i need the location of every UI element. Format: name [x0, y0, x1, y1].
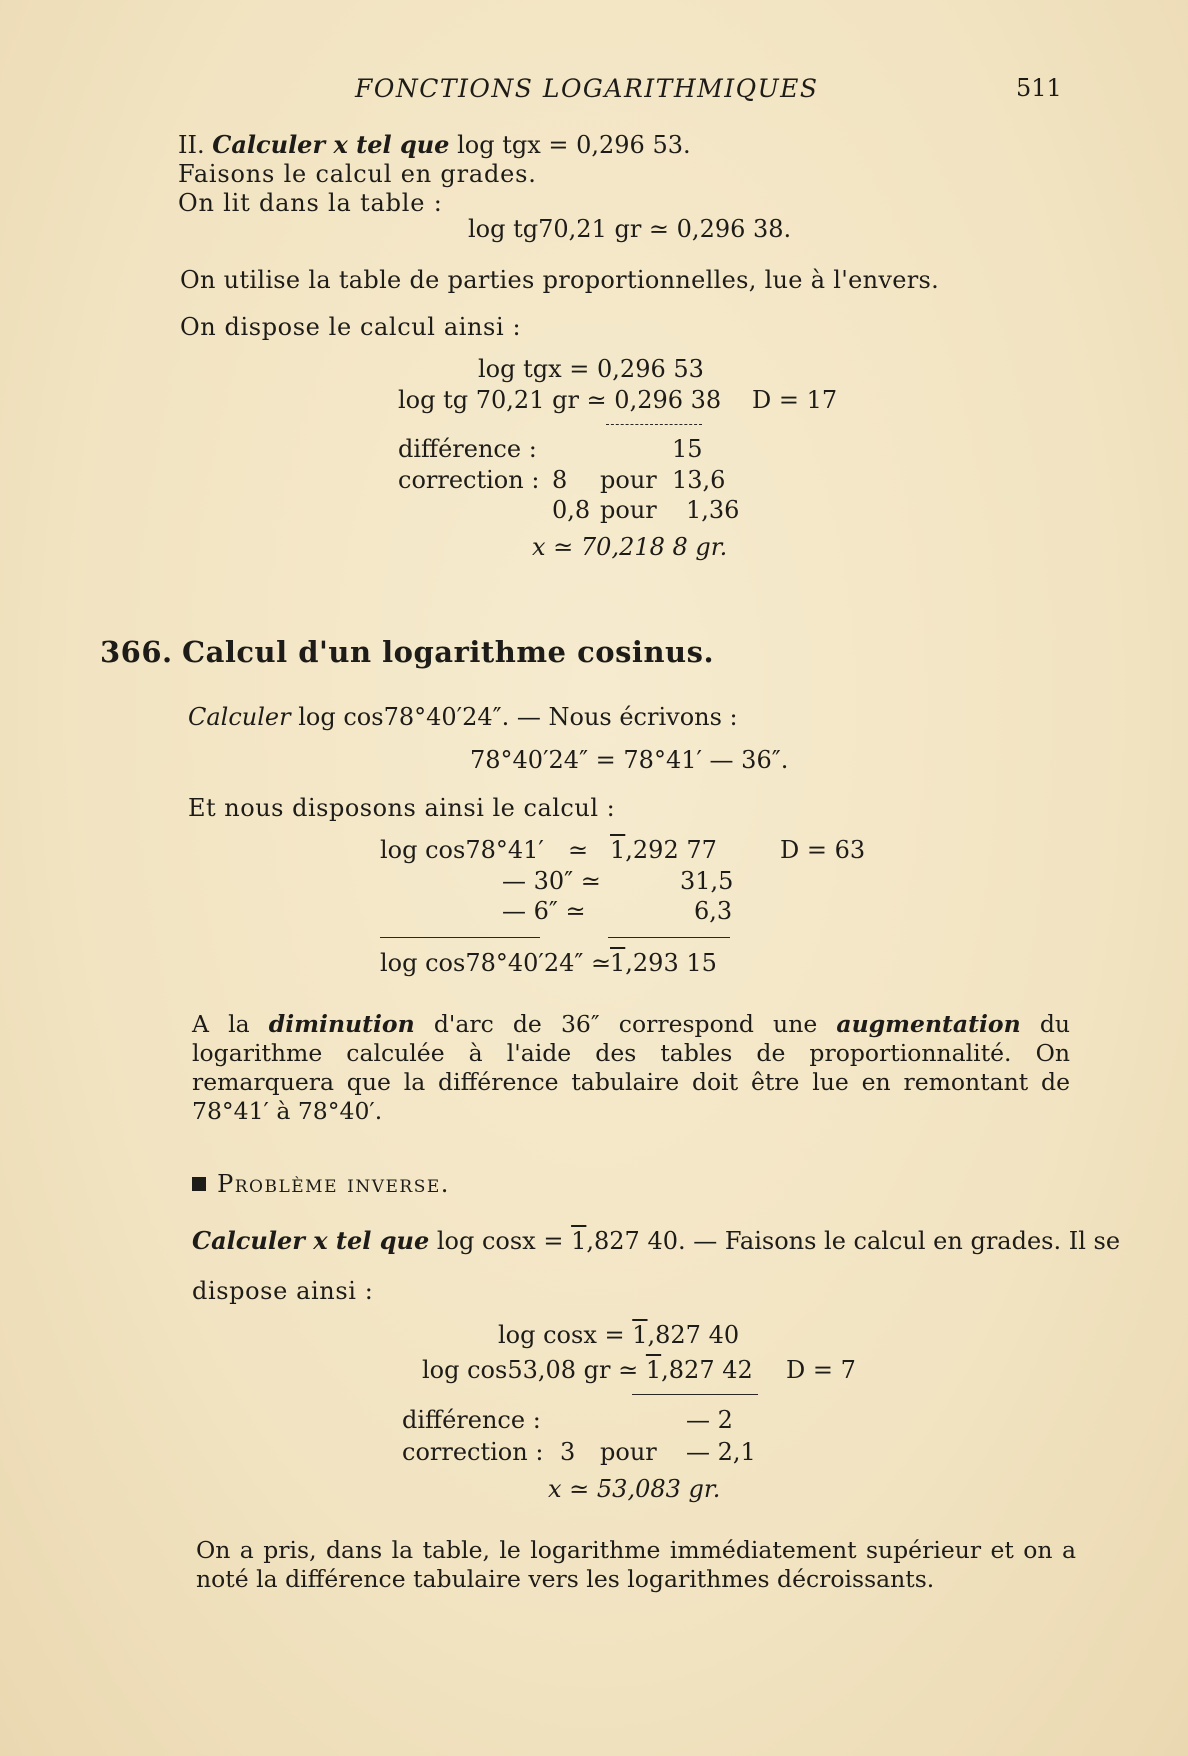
- cos-calc-row4-frac: ,293 15: [625, 949, 717, 977]
- inv-row1-label: log cosx =: [498, 1321, 633, 1349]
- inverse-closing: On a pris, dans la table, le logarithme immédiatement supérieur et on a noté la différence tabulaire vers les logarithmes décroissants.: [196, 1536, 1076, 1593]
- section-dispose: Et nous disposons ainsi le calcul :: [188, 794, 616, 822]
- part2-corr1-pour: pour: [600, 466, 657, 494]
- cos-calc-row3-label: — 6″ ≃: [502, 897, 586, 925]
- para-text-2: d'arc de 36″ correspond une: [414, 1010, 837, 1038]
- cos-sum-rule-left: [380, 937, 540, 938]
- part2-line2: Faisons le calcul en grades.: [178, 160, 537, 188]
- cos-calc-row2-value: 31,5: [680, 867, 734, 895]
- section-paragraph: [192, 1010, 1070, 1126]
- cos-calc-row1-value: [610, 835, 717, 865]
- part2-corr1-b: 13,6: [672, 466, 726, 494]
- part2-corr2-b: 1,36: [686, 496, 740, 524]
- cos-calc-row1-frac: ,292 77: [625, 836, 717, 864]
- inv-diff-value: — 2: [686, 1406, 733, 1434]
- cos-calc-row4-int: 1: [610, 949, 626, 977]
- inverse-lead-c: dispose ainsi :: [192, 1277, 374, 1305]
- part2-corr1-a: 8: [552, 466, 568, 494]
- part2-result: x ≃ 70,218 8 gr.: [532, 533, 728, 561]
- part2-label: II.: [178, 131, 205, 159]
- inv-corr-pour: pour: [600, 1438, 657, 1466]
- part2-calc-row1: log tgx = 0,296 53: [478, 355, 704, 383]
- cos-calc-row4-value: [610, 948, 717, 978]
- inverse-lead-b: ,827 40. — Faisons le calcul en grades. Il se: [586, 1227, 1121, 1255]
- inv-diff-label: différence :: [402, 1406, 541, 1434]
- inv-row1-int: 1: [632, 1321, 648, 1349]
- section-title: Calcul d'un logarithme cosinus.: [182, 635, 715, 669]
- cos-calc-row1-sym: ≃: [568, 836, 589, 864]
- inv-result: x ≃ 53,083 gr.: [548, 1475, 721, 1503]
- inv-row2-label: log cos53,08 gr ≃: [422, 1356, 646, 1384]
- part2-corr2-a: 0,8: [552, 496, 591, 524]
- inverse-heading: Problème inverse.: [217, 1170, 450, 1198]
- inv-corr-a: 3: [560, 1438, 576, 1466]
- section-intro-italic: Calculer: [188, 703, 291, 731]
- part2-sum-rule: [606, 424, 702, 425]
- part2-line5: On dispose le calcul ainsi :: [180, 313, 522, 341]
- part2-line3: On lit dans la table :: [178, 189, 443, 217]
- part2-diff-label: différence :: [398, 435, 537, 463]
- running-title: FONCTIONS LOGARITHMIQUES: [355, 74, 819, 103]
- part2-lead-formula: log tgx = 0,296 53.: [457, 131, 691, 159]
- section-intro-text: log cos78°40′24″. — Nous écrivons :: [298, 703, 738, 731]
- part2-lead: [178, 130, 691, 160]
- square-bullet-icon: [192, 1177, 206, 1191]
- para-italic-augmentation: augmentation: [836, 1010, 1021, 1038]
- part2-line4: On utilise la table de parties proportionnelles, lue à l'envers.: [180, 266, 940, 294]
- inv-calc-row1: [498, 1320, 739, 1350]
- inv-corr-b: — 2,1: [686, 1438, 756, 1466]
- cos-calc-row1-label: log cos78°41′: [380, 836, 544, 864]
- section-number: 366.: [100, 635, 173, 669]
- cos-calc-row3-value: 6,3: [694, 897, 733, 925]
- cos-calc-row2-label: — 30″ ≃: [502, 867, 601, 895]
- inverse-heading-row: [192, 1170, 450, 1198]
- part2-corr2-pour: pour: [600, 496, 657, 524]
- part2-corr-label: correction :: [398, 466, 540, 494]
- inv-calc-d: D = 7: [786, 1356, 856, 1384]
- inverse-lead-a: log cosx =: [436, 1227, 572, 1255]
- inverse-lead: [192, 1226, 1120, 1256]
- part2-table-value: log tg70,21 gr ≃ 0,296 38.: [468, 215, 792, 243]
- inv-row2-frac: ,827 42: [661, 1356, 753, 1384]
- para-italic-diminution: diminution: [268, 1010, 415, 1038]
- inv-row1-frac: ,827 40: [647, 1321, 740, 1349]
- inv-row2-int: 1: [645, 1356, 662, 1384]
- cos-calc-row1-int: 1: [610, 836, 626, 864]
- cos-calc-row4-label: log cos78°40′24″ ≃: [380, 949, 612, 977]
- section-intro: [188, 702, 738, 732]
- inv-corr-label: correction :: [402, 1438, 544, 1466]
- inverse-lead-italic: Calculer x tel que: [192, 1226, 430, 1255]
- para-text-1: A la: [192, 1010, 269, 1038]
- part2-calc-row2: log tg 70,21 gr ≃ 0,296 38: [398, 386, 722, 414]
- page-number: 511: [1016, 74, 1062, 102]
- section-identity: 78°40′24″ = 78°41′ — 36″.: [470, 746, 789, 774]
- inv-calc-row2: [422, 1355, 753, 1385]
- part2-diff-value: 15: [672, 435, 703, 463]
- cos-sum-rule-right: [608, 937, 730, 938]
- cos-calc-row1-d: D = 63: [780, 836, 866, 864]
- part2-lead-italic: Calculer x tel que: [212, 130, 450, 159]
- inverse-lead-int: 1: [571, 1227, 587, 1255]
- inv-sum-rule: [632, 1394, 758, 1395]
- para-text-3: du logarithme calculée à l'aide des tables de proportionnalité. On remarquera que la différence tabulaire doit être lue en remontant de 78°41′ à 78°40′.: [192, 1010, 1070, 1125]
- part2-calc-d: D = 17: [752, 386, 838, 414]
